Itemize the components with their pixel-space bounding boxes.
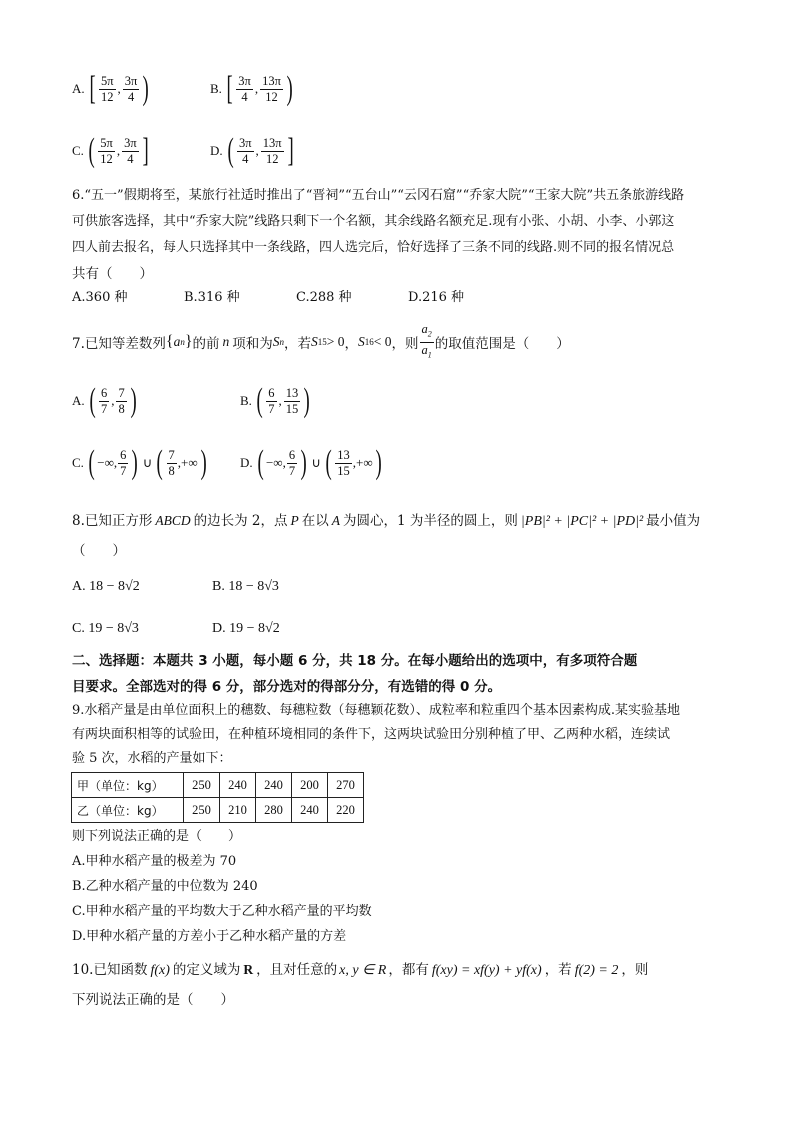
q6-line-2: 可供旅客选择，其中“乔家大院”线路只剩下一个名额，其余线路名额充足.现有小张、小胡、小李、小郭这 xyxy=(72,214,675,229)
q8-option-b: B. 18 − 8√3 xyxy=(212,579,279,594)
q6-line-4: 共有（ ） xyxy=(72,266,153,282)
q6-option-d: D.216 种 xyxy=(408,290,465,305)
q9-option-b: B.乙种水稻产量的中位数为 240 xyxy=(72,879,258,894)
q5-option-d: D. ( $\frac{3\pi}{4}$ , $\frac{13\pi}{12}$ ] xyxy=(210,132,294,169)
q9-option-a: A.甲种水稻产量的极差为 70 xyxy=(72,854,237,869)
fraction: $\frac{13}{15}$ xyxy=(285,385,299,416)
q9-option-d: D.甲种水稻产量的方差小于乙种水稻产量的方差 xyxy=(72,929,347,944)
table-row: 乙（单位：kg） 250 210 280 240 220 xyxy=(72,798,364,823)
q10-line-1: 10.已知函数 f(x) 的定义域为 R ，且对任意的 x, y ∈ R ，都有 f(xy) = xf(y) + yf(x) ，若 f(2) = 2 ，则 xyxy=(72,962,649,978)
q7-option-c: C. ( −∞, $\frac{6}{7}$ ) ∪ ( $\frac{7}{8}$ ,+∞ ) xyxy=(72,444,207,481)
section-2-heading-line-2: 目要求。全部选对的得 6 分，部分选对的得部分分，有选错的得 0 分。 xyxy=(72,679,502,695)
q9-question: 则下列说法正确的是（ ） xyxy=(72,829,242,844)
fraction: $\frac{13\pi}{12}$ xyxy=(262,73,281,104)
fraction: $\frac{a_2}{a_1}$ xyxy=(421,322,432,359)
fraction: $\frac{13}{15}$ xyxy=(337,447,350,478)
q7-option-b: B. ( $\frac{6}{7}$ , $\frac{13}{15}$ ) xyxy=(240,382,311,419)
q7-option-a: A. ( $\frac{6}{7}$ , $\frac{7}{8}$ ) xyxy=(72,382,137,419)
q5-option-b: B. [ $\frac{3\pi}{4}$ , $\frac{13\pi}{12}$ ) xyxy=(210,70,293,107)
q8-option-c: C. 19 − 8√3 xyxy=(72,621,139,636)
q6-line-1: 6.“五一”假期将至，某旅行社适时推出了“晋祠”“五台山”“云冈石窟”“乔家大院”“王家大院”共五条旅游线路 xyxy=(72,188,685,203)
q9-line-2: 有两块面积相等的试验田，在种植环境相同的条件下，这两块试验田分别种植了甲、乙两种水稻，连续试 xyxy=(72,727,671,742)
yield-table xyxy=(71,772,364,823)
q6-line-3: 四人前去报名，每人只选择其中一条线路，四人选完后，恰好选择了三条不同的线路.则不同的报名情况总 xyxy=(72,240,675,255)
fraction: $\frac{3\pi}{4}$ xyxy=(124,73,138,104)
q9-line-3: 验 5 次，水稻的产量如下： xyxy=(72,751,232,766)
q6-option-b: B.316 种 xyxy=(184,290,240,305)
fraction: $\frac{7}{8}$ xyxy=(118,385,125,416)
fraction: $\frac{6}{7}$ xyxy=(268,385,275,416)
q9-line-1: 9.水稻产量是由单位面积上的穗数、每穗粒数（每穗颖花数）、成粒率和粒重四个基本因素构成.某实验基地 xyxy=(72,703,681,718)
q7-stem: 7.已知等差数列 { a n } 的前 n 项和为 S n ，若 S 15 > 0 ， S 16 < 0 ，则 $\frac{a_2}{a_1}$ 的取值范围是（ ） xyxy=(72,322,570,362)
fraction: $\frac{5\pi}{12}$ xyxy=(100,135,113,166)
q8-option-d: D. 19 − 8√2 xyxy=(212,621,280,636)
q6-option-c: C.288 种 xyxy=(296,290,352,305)
q9-option-c: C.甲种水稻产量的平均数大于乙种水稻产量的平均数 xyxy=(72,904,372,919)
fraction: $\frac{5\pi}{12}$ xyxy=(100,73,114,104)
fraction: $\frac{3\pi}{4}$ xyxy=(238,73,251,104)
q8-line-1: 8.已知正方形 ABCD 的边长为 2，点 P 在以 A 为圆心，1 为半径的圆上，则 |PB|² + |PC|² + |PD|² 最小值为 xyxy=(72,513,701,529)
q5-option-c: C. ( $\frac{5\pi}{12}$ , $\frac{3\pi}{4}$ ] xyxy=(72,132,149,169)
section-2-heading-line-1: 二、选择题：本题共 3 小题，每小题 6 分，共 18 分。在每小题给出的选项中，有多项符合题 xyxy=(72,653,638,669)
q7-option-d: D. ( −∞, $\frac{6}{7}$ ) ∪ ( $\frac{13}{15}$ ,+∞ ) xyxy=(240,444,382,481)
fraction: $\frac{6}{7}$ xyxy=(288,447,296,478)
q6-option-a: A.360 种 xyxy=(72,290,128,305)
table-row: 甲（单位：kg） 250 240 240 200 270 xyxy=(72,773,364,798)
fraction: $\frac{13\pi}{12}$ xyxy=(262,135,282,166)
q10-line-2: 下列说法正确的是（ ） xyxy=(72,992,234,1008)
fraction: $\frac{7}{8}$ xyxy=(168,447,175,478)
fraction: $\frac{3\pi}{4}$ xyxy=(124,135,137,166)
q8-option-a: A. 18 − 8√2 xyxy=(72,579,140,594)
fraction: $\frac{3\pi}{4}$ xyxy=(238,135,252,166)
fraction: $\frac{6}{7}$ xyxy=(120,447,127,478)
q8-line-2: （ ） xyxy=(72,543,126,559)
fraction: $\frac{6}{7}$ xyxy=(100,385,108,416)
q5-option-a: A. [ $\frac{5\pi}{12}$ , $\frac{3\pi}{4}$ ) xyxy=(72,70,150,107)
